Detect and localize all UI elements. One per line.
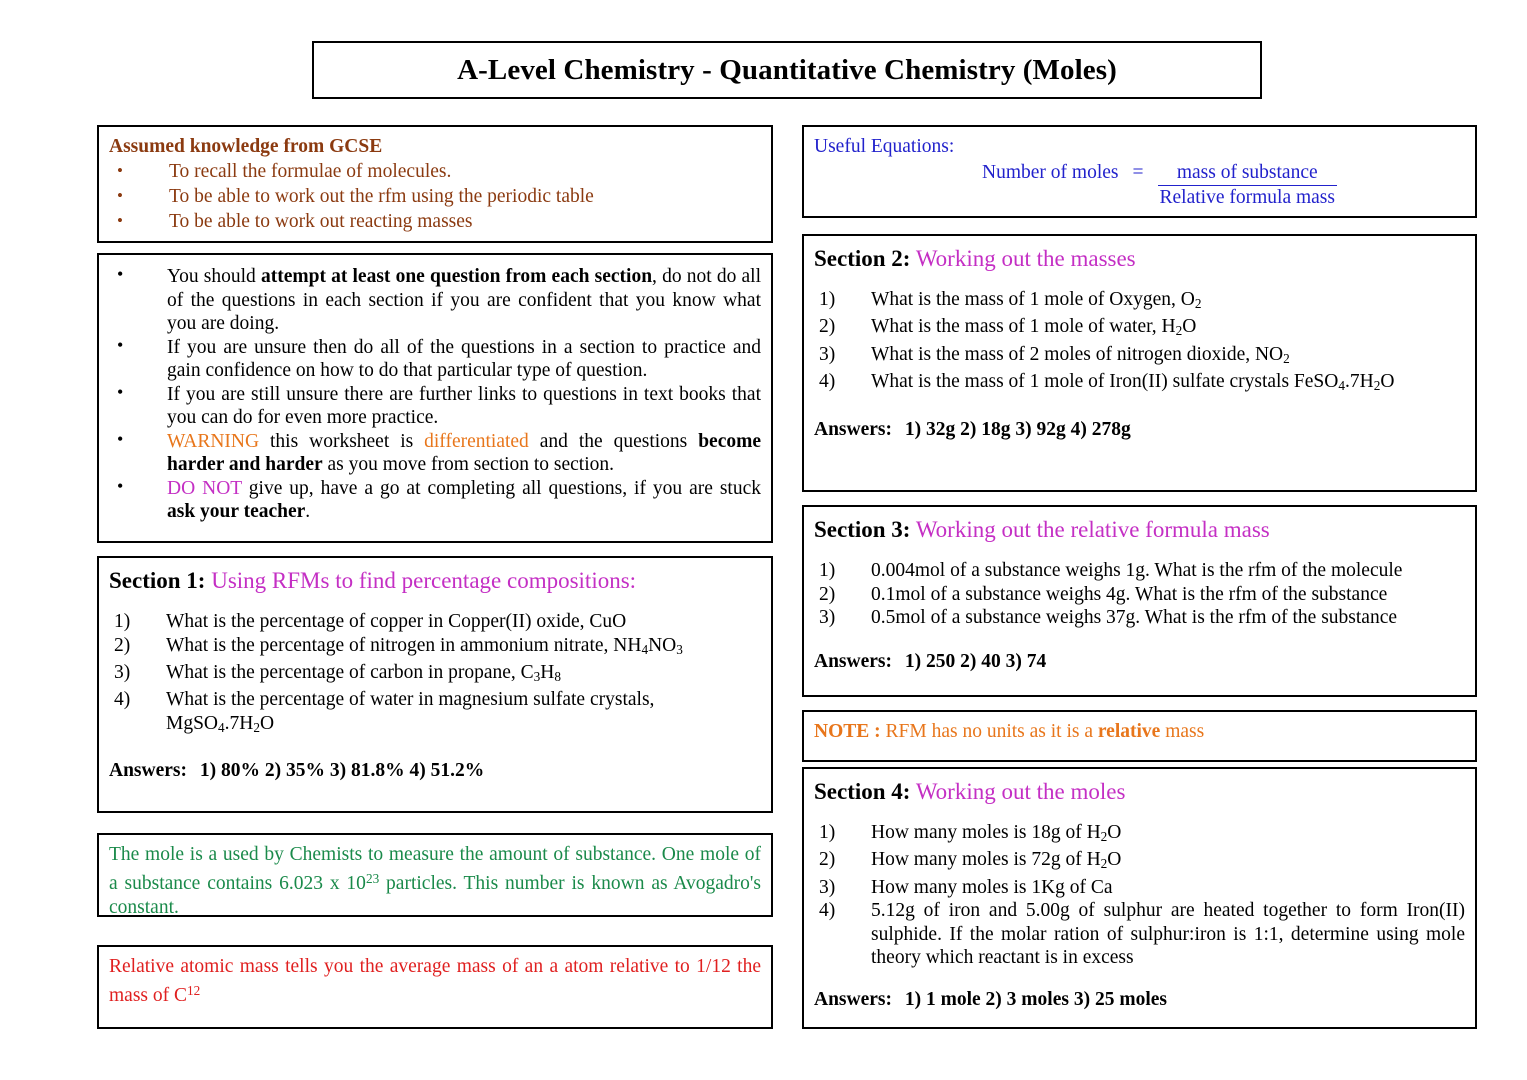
assumed-knowledge-item bbox=[109, 159, 761, 184]
section-1-answers bbox=[109, 759, 761, 783]
instruction-emphasis: become harder and harder bbox=[167, 430, 761, 475]
section-4-box bbox=[802, 767, 1477, 1029]
section-3-answers bbox=[814, 650, 1465, 674]
section-1-answers-label: Answers: bbox=[109, 760, 187, 782]
section-2-questions bbox=[814, 288, 1465, 398]
question-number: 1) bbox=[819, 822, 836, 843]
question-text: 0.5mol of a substance weighs 37g. What is the rfm of the substance bbox=[871, 607, 1398, 628]
section-2-label: Section 2: bbox=[814, 246, 911, 271]
section-2-box bbox=[802, 234, 1477, 492]
question-number: 4) bbox=[819, 900, 836, 922]
section-2-heading bbox=[814, 244, 1465, 274]
question-item bbox=[814, 583, 1465, 607]
question-number: 3) bbox=[114, 661, 131, 683]
section-3-questions bbox=[814, 559, 1465, 630]
relative-atomic-mass-text: Relative atomic mass tells you the average mass of an a atom relative to 1/12 the mass of $C^{12}$ bbox=[109, 956, 761, 1006]
section-1-heading bbox=[109, 566, 761, 596]
question-item bbox=[814, 288, 1465, 315]
question-number: 3) bbox=[819, 607, 836, 628]
question-text: How many moles is 18g of $H_2O$ bbox=[871, 822, 1122, 844]
question-item bbox=[109, 610, 761, 634]
section-3-title: Working out the relative formula mass bbox=[915, 517, 1270, 542]
note-emphasis: relative bbox=[1097, 721, 1161, 742]
document-title-box bbox=[312, 41, 1262, 99]
section-4-answers-values: 1) 1 mole 2) 3 moles 3) 25 moles bbox=[904, 988, 1167, 1010]
question-item bbox=[814, 821, 1465, 848]
assumed-knowledge-list bbox=[109, 159, 761, 234]
equation-lhs: Number of moles bbox=[982, 162, 1119, 183]
instruction-text: If you are unsure then do all of the questions in a section to practice and gain confidence on how to do that particular type of question. bbox=[167, 336, 761, 381]
section-3-label: Section 3: bbox=[814, 517, 911, 542]
assumed-knowledge-item bbox=[109, 209, 761, 234]
question-text: What is the percentage of nitrogen in ammonium nitrate, $NH_4NO_3$ bbox=[166, 634, 683, 657]
instruction-text: this worksheet is bbox=[259, 430, 425, 452]
section-4-label: Section 4: bbox=[814, 779, 911, 804]
equation-fraction bbox=[1158, 161, 1337, 210]
instruction-text: as you move from section to section. bbox=[322, 454, 615, 475]
instructions-box bbox=[97, 253, 773, 543]
instruction-warning-text: WARNING bbox=[167, 430, 260, 452]
instruction-warning-text: differentiated bbox=[424, 430, 529, 452]
instruction-item bbox=[109, 430, 761, 477]
instructions-list bbox=[109, 265, 761, 524]
section-3-answers-values: 1) 250 2) 40 3) 74 bbox=[904, 650, 1047, 672]
section-4-heading bbox=[814, 777, 1465, 807]
assumed-knowledge-item-label: To be able to work out the rfm using the periodic table bbox=[169, 186, 594, 207]
question-item bbox=[814, 343, 1465, 370]
question-text: What is the mass of 1 mole of water, $H_2O$ bbox=[871, 316, 1197, 339]
question-number: 2) bbox=[819, 583, 836, 605]
question-item bbox=[109, 661, 761, 688]
question-text: What is the mass of 1 mole of Iron(II) sulfate crystals $FeSO_4.7H_2O$ bbox=[871, 371, 1395, 394]
question-item bbox=[109, 688, 761, 739]
question-number: 2) bbox=[114, 634, 131, 656]
question-text: 5.12g of iron and 5.00g of sulphur are heated together to form Iron(II) sulphide. If the molar ration of sulphur:iron is 1:1, determine using mole theory which reactant is in excess bbox=[871, 900, 1465, 969]
question-number: 1) bbox=[114, 611, 131, 632]
section-4-questions bbox=[814, 821, 1465, 970]
question-number: 3) bbox=[819, 343, 836, 365]
section-3-box bbox=[802, 505, 1477, 697]
section-1-box bbox=[97, 556, 773, 813]
question-text: 0.004mol of a substance weighs 1g. What is the rfm of the molecule bbox=[871, 560, 1403, 581]
section-4-answers-label: Answers: bbox=[814, 988, 892, 1010]
section-1-label: Section 1: bbox=[109, 568, 206, 593]
page-title: A-Level Chemistry - Quantitative Chemistry (Moles) bbox=[457, 53, 1117, 86]
section-4-answers bbox=[814, 988, 1465, 1012]
question-text: How many moles is 72g of $H_2O$ bbox=[871, 849, 1122, 872]
question-text: How many moles is 1Kg of Ca bbox=[871, 876, 1113, 898]
instruction-item bbox=[109, 477, 761, 524]
section-1-questions bbox=[109, 610, 761, 739]
relative-atomic-mass-box bbox=[97, 945, 773, 1029]
assumed-knowledge-item-label: To recall the formulae of molecules. bbox=[169, 161, 452, 182]
mole-definition-box bbox=[97, 833, 773, 917]
instruction-text: . bbox=[305, 501, 311, 522]
assumed-knowledge-box bbox=[97, 125, 773, 243]
section-2-answers bbox=[814, 418, 1465, 442]
question-text: What is the percentage of water in magnesium sulfate crystals, $MgSO_4.7H_2O$ bbox=[166, 689, 655, 735]
equation-numerator: mass of substance bbox=[1158, 161, 1337, 186]
section-2-answers-values: 1) 32g 2) 18g 3) 92g 4) 278g bbox=[904, 418, 1131, 440]
section-1-title: Using RFMs to find percentage compositions: bbox=[211, 568, 637, 593]
assumed-knowledge-item bbox=[109, 184, 761, 209]
instruction-item bbox=[109, 336, 761, 383]
section-2-title: Working out the masses bbox=[915, 246, 1136, 271]
equation-operator: = bbox=[1132, 162, 1144, 183]
instruction-item bbox=[109, 383, 761, 430]
question-number: 3) bbox=[819, 876, 836, 898]
question-item bbox=[814, 370, 1465, 397]
question-number: 1) bbox=[819, 289, 836, 310]
question-item bbox=[814, 899, 1465, 970]
section-1-answers-values: 1) 80% 2) 35% 3) 81.8% 4) 51.2% bbox=[199, 760, 485, 782]
instruction-emphasis: ask your teacher bbox=[167, 501, 306, 522]
question-text: What is the mass of 2 moles of nitrogen dioxide, $NO_2$ bbox=[871, 343, 1290, 366]
instruction-text: and the questions bbox=[528, 430, 699, 452]
question-number: 1) bbox=[819, 560, 836, 581]
instruction-text: , do not do all of the questions in each section if you are confident that you know what you are doing. bbox=[167, 266, 761, 334]
note-tail: mass bbox=[1160, 721, 1205, 742]
instruction-text: You should bbox=[167, 266, 261, 287]
question-item bbox=[814, 315, 1465, 342]
instruction-text: If you are still unsure there are further links to questions in text books that you can do for even more practice. bbox=[167, 383, 761, 428]
question-item bbox=[109, 634, 761, 661]
question-text: What is the mass of 1 mole of Oxygen, $O_2$ bbox=[871, 289, 1202, 311]
question-text: What is the percentage of copper in Copper(II) oxide, CuO bbox=[166, 611, 627, 632]
section-2-answers-label: Answers: bbox=[814, 418, 892, 440]
section-3-heading bbox=[814, 515, 1465, 545]
note-text bbox=[814, 720, 1465, 744]
question-item bbox=[814, 848, 1465, 875]
instruction-item bbox=[109, 265, 761, 336]
question-item bbox=[814, 876, 1465, 900]
mole-definition-text: The mole is a used by Chemists to measure the amount of substance. One mole of a substance contains 6.023 x $10^{23}$ particles. This number is known as Avogadro's constant. bbox=[109, 844, 761, 918]
useful-equations-label: Useful Equations: bbox=[814, 136, 955, 157]
assumed-knowledge-item-label: To be able to work out reacting masses bbox=[169, 211, 473, 232]
section-4-title: Working out the moles bbox=[915, 779, 1126, 804]
question-item bbox=[814, 559, 1465, 583]
question-number: 4) bbox=[819, 371, 836, 393]
question-text: 0.1mol of a substance weighs 4g. What is the rfm of the substance bbox=[871, 583, 1388, 605]
question-number: 2) bbox=[819, 316, 836, 338]
note-label: NOTE : bbox=[814, 721, 881, 742]
note-body: RFM has no units as it is a bbox=[880, 721, 1098, 742]
question-item bbox=[814, 606, 1465, 630]
instruction-text: give up, have a go at completing all questions, if you are stuck bbox=[241, 477, 761, 499]
question-number: 4) bbox=[114, 689, 131, 711]
question-text: What is the percentage of carbon in propane, $C_3H_8$ bbox=[166, 661, 561, 684]
instruction-donot-text: DO NOT bbox=[167, 477, 242, 499]
instruction-emphasis: attempt at least one question from each section bbox=[260, 266, 653, 287]
equation-denominator: Relative formula mass bbox=[1159, 187, 1335, 208]
note-box bbox=[802, 710, 1477, 762]
useful-equations-box bbox=[802, 125, 1477, 218]
section-3-answers-label: Answers: bbox=[814, 650, 892, 672]
question-number: 2) bbox=[819, 849, 836, 871]
assumed-knowledge-title: Assumed knowledge from GCSE bbox=[109, 136, 383, 157]
moles-equation bbox=[814, 161, 1465, 210]
